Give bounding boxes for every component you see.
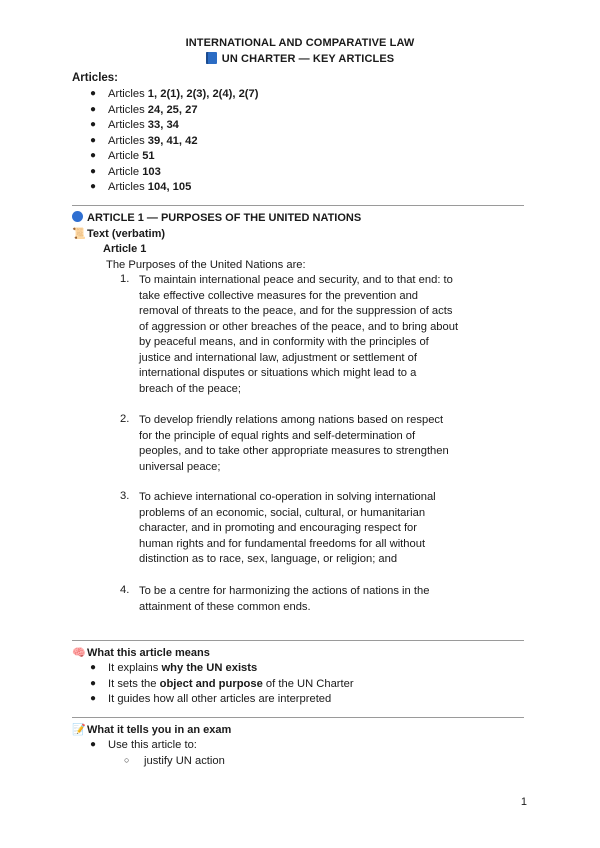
- blue-circle-icon: [72, 211, 83, 222]
- meaning-heading: 🧠What this article means: [72, 647, 210, 659]
- page-number: 1: [520, 796, 527, 808]
- document-title: INTERNATIONAL AND COMPARATIVE LAW: [185, 37, 415, 49]
- article1-heading: ARTICLE 1 — PURPOSES OF THE UNITED NATIONS: [72, 211, 361, 224]
- divider: [72, 717, 524, 718]
- memo-icon: 📝: [72, 724, 86, 736]
- divider: [72, 205, 524, 206]
- article1-subheading: Article 1: [103, 242, 147, 255]
- exam-heading: 📝What it tells you in an exam: [72, 724, 232, 736]
- book-icon: [206, 52, 217, 64]
- text-verbatim-label: 📜Text (verbatim): [72, 228, 166, 240]
- articles-heading: Articles:: [72, 72, 119, 84]
- scroll-icon: 📜: [72, 228, 86, 240]
- document-subtitle: [0, 52, 600, 65]
- brain-icon: 🧠: [72, 647, 86, 659]
- article1-intro: The Purposes of the United Nations are:: [106, 259, 306, 271]
- divider: [72, 640, 524, 641]
- subtitle-text: UN CHARTER — KEY ARTICLES: [221, 53, 395, 65]
